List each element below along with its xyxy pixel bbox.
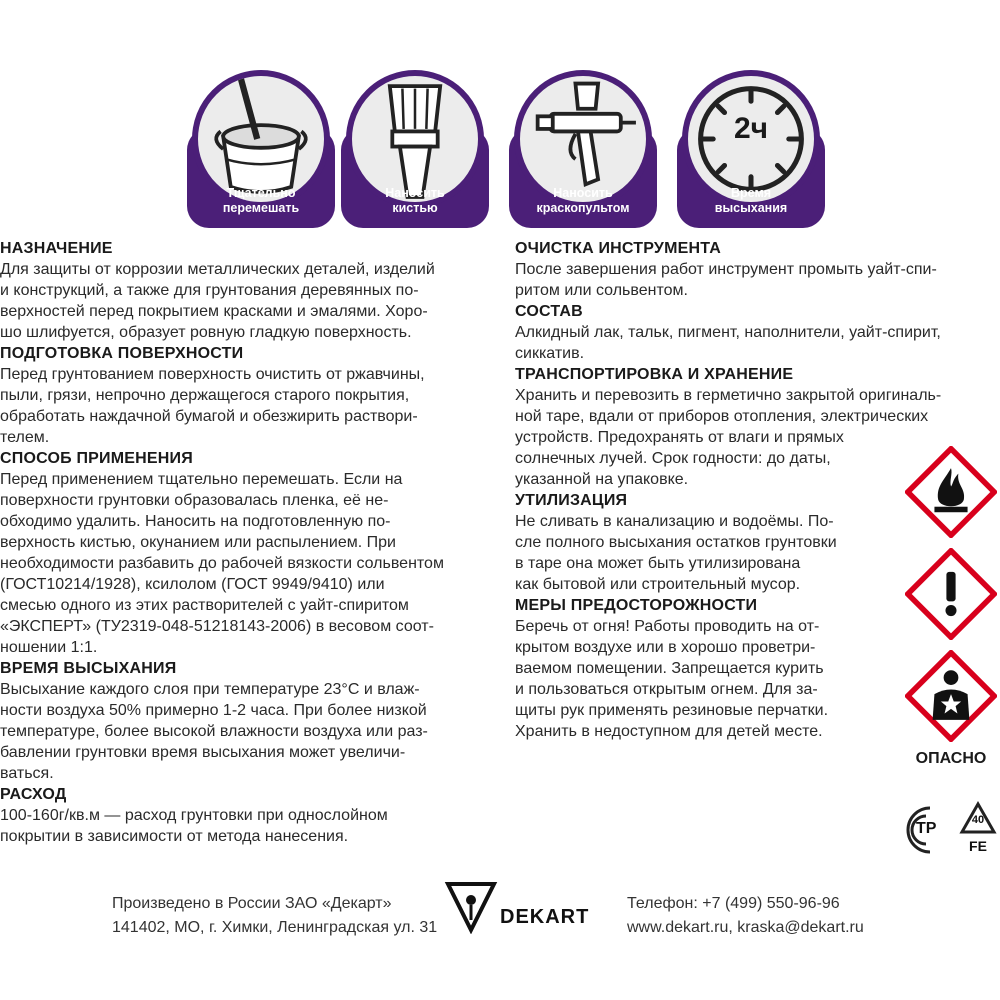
contact-info (627, 892, 864, 940)
section-title: ОЧИСТКА ИНСТРУМЕНТА (515, 240, 721, 257)
manufacturer-address: 141402, МО, г. Химки, Ленинградская ул. 31 (112, 919, 438, 936)
section-title: НАЗНАЧЕНИЕ (0, 240, 113, 257)
certification-marks (890, 800, 1000, 860)
section-text: Перед применением тщательно перемешать. Если на поверхности грунтовки образовалась пленка, её не- обходимо удалить. Наносить на подготовленную по- верхность кистью, окунанием или распылением. При необходимости разбавить до рабочей вязкости сольвентом (ГОСТ10214/1928), ксилолом (ГОСТ 9949/9410) или смесью одного из этих растворителей с уайт-спиритом «ЭКСПЕРТ» (ТУ2319-048-51218143-2006) в весовом соот- ношении 1:1. (0, 471, 444, 656)
instruction-card-brush (341, 70, 489, 228)
section-title: УТИЛИЗАЦИЯ (515, 492, 628, 509)
dekart-logo (444, 878, 604, 934)
section-tool-cleaning (515, 238, 999, 301)
section-text: Алкидный лак, тальк, пигмент, наполнители, уайт-спирит, сиккатив. (515, 324, 941, 362)
section-drying-time (0, 658, 486, 784)
section-text: Высыхание каждого слоя при температуре 23°С и влаж- ности воздуха 50% примерно 1-2 часа. При более низкой температуре, более высокой влажности воздуха или раз- бавлении грунтовки время высыхания может увеличи- ваться. (0, 681, 428, 782)
section-text: 100-160г/кв.м — расход грунтовки при однослойном покрытии в зависимости от метода нанесения. (0, 807, 388, 845)
mix-label: Тщательно перемешать (222, 186, 300, 215)
section-title: СПОСОБ ПРИМЕНЕНИЯ (0, 450, 193, 467)
instruction-card-drying-time (677, 70, 825, 228)
drying-time-label: Время высыхания (714, 186, 788, 215)
section-application (0, 448, 486, 658)
section-text: Перед грунтованием поверхность очистить от ржавчины, пыли, грязи, непрочно держащегося старого покрытия, обработать наждачной бумагой и обезжирить раствори- телем. (0, 366, 425, 446)
recycle-code: 40 (971, 814, 985, 826)
phone-text: Телефон: +7 (499) 550-96-96 (627, 895, 840, 912)
eac-mark-text: ТР (916, 820, 937, 837)
left-column (0, 238, 486, 847)
danger-label: ОПАСНО (915, 750, 987, 767)
section-title: МЕРЫ ПРЕДОСТОРОЖНОСТИ (515, 597, 758, 614)
section-title: ТРАНСПОРТИРОВКА И ХРАНЕНИЕ (515, 366, 794, 383)
section-text: Хранить и перевозить в герметично закрытой оригиналь- ной таре, вдали от приборов отопления, электрических устройств. Предохранять от влаги и прямых солнечных лучей. Срок годности: до даты, указанной на упаковке. (515, 387, 942, 488)
instruction-card-spray (509, 70, 657, 228)
spray-label: Наносить краскопультом (536, 186, 630, 215)
section-title: ПОДГОТОВКА ПОВЕРХНОСТИ (0, 345, 244, 362)
section-title: ВРЕМЯ ВЫСЫХАНИЯ (0, 660, 177, 677)
flammable-hazard-icon (905, 446, 997, 538)
instruction-card-mix (187, 70, 335, 228)
section-text: Беречь от огня! Работы проводить на от- крытом воздухе или в хорошо проветри- ваемом помещении. Запрещается курить и пользоваться открытым огнем. Для за- щиты рук применять резиновые перчатки. Хранить в недоступном для детей месте. (515, 618, 829, 740)
health-hazard-icon (905, 650, 997, 742)
section-title: СОСТАВ (515, 303, 583, 320)
brush-label: Наносить кистью (385, 186, 445, 215)
exclamation-hazard-icon (905, 548, 997, 640)
section-title: РАСХОД (0, 786, 67, 803)
manufacturer-line: Произведено в России ЗАО «Декарт» (112, 895, 392, 912)
recycle-material: FE (969, 838, 987, 854)
section-composition (515, 301, 999, 364)
section-surface-prep (0, 343, 486, 448)
section-purpose (0, 238, 486, 343)
section-consumption (0, 784, 486, 847)
website-email-text: www.dekart.ru, kraska@dekart.ru (627, 919, 864, 936)
section-text: Для защиты от коррозии металлических деталей, изделий и конструкций, а также для грунтования деревянных по- верхностей перед покрытием красками и эмалями. Хоро- шо шлифуется, образует ровную гладкую поверхность. (0, 261, 435, 341)
drying-time-value: 2ч (733, 112, 769, 145)
section-text: После завершения работ инструмент промыть уайт-спи- ритом или сольвентом. (515, 261, 937, 299)
manufacturer-info (112, 892, 437, 940)
brand-name: DEKART (500, 906, 590, 928)
section-text: Не сливать в канализацию и водоёмы. По- сле полного высыхания остатков грунтовки в таре она может быть утилизирована как бытовой или строительный мусор. (515, 513, 837, 593)
